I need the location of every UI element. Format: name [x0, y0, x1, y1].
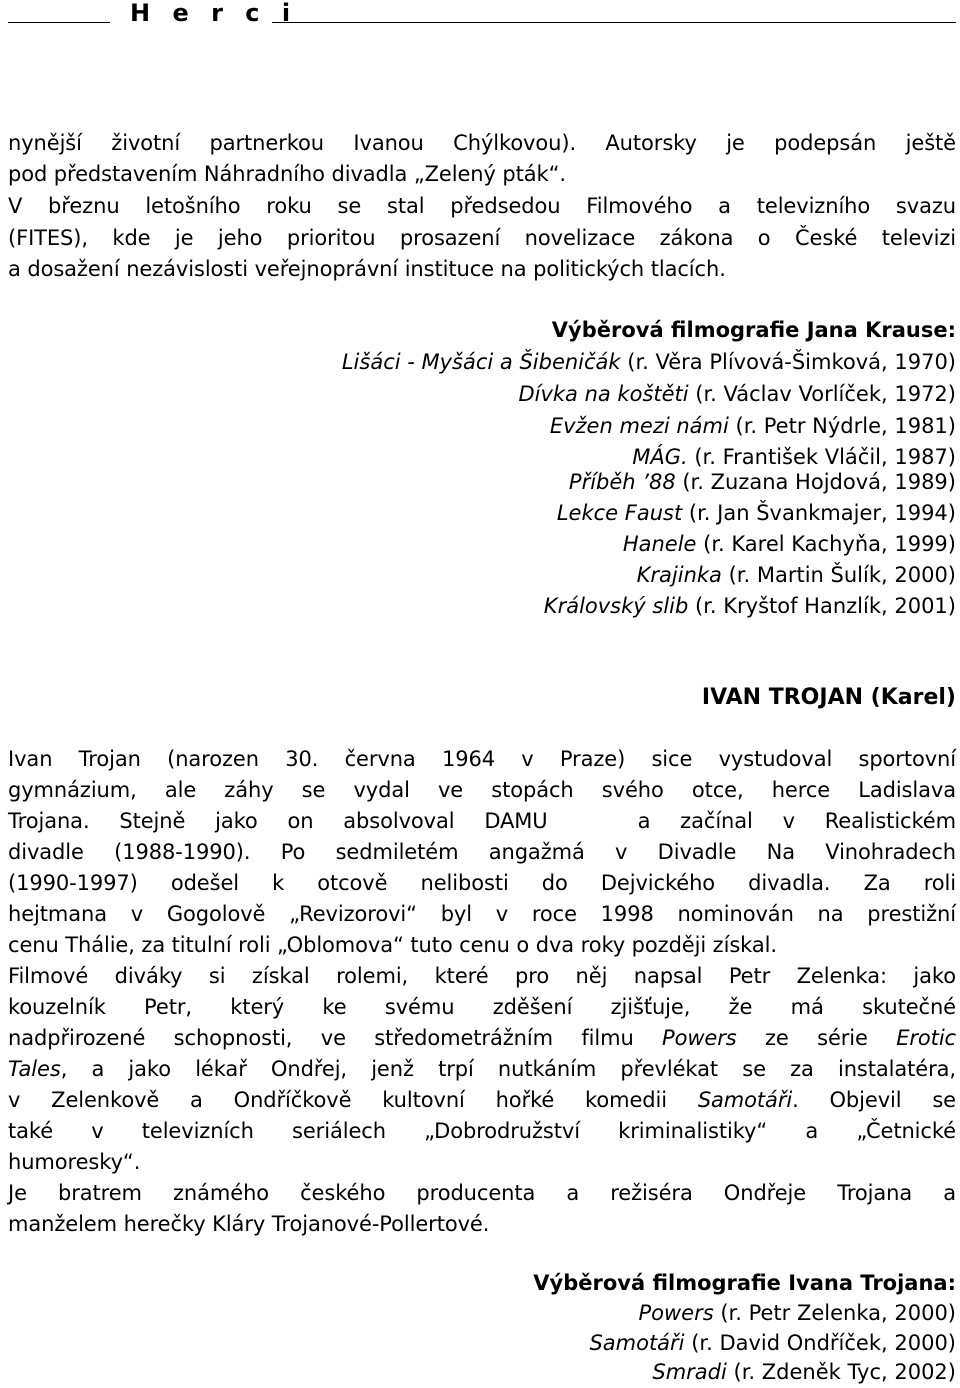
film-title: MÁG.	[632, 445, 688, 469]
filmography-heading: Výběrová filmografie Jana Krause:	[551, 318, 956, 342]
film-title: Tales	[8, 1057, 61, 1081]
film-title: Lekce Faust	[556, 501, 683, 525]
film-credit: (r. Kryštof Hanzlík, 2001)	[688, 594, 956, 618]
filmography-item	[0, 380, 956, 408]
text-span: “	[122, 1150, 134, 1174]
film-credit: (r. Václav Vorlíček, 1972)	[688, 382, 956, 406]
text-span: ze série	[736, 1026, 897, 1050]
text-line	[8, 1086, 956, 1114]
text-span: , a jako lékař Ondřej, jenž trpí nutkáním převlékat se za instalatéra,	[60, 1057, 956, 1081]
text-span: tuto cenu o dva roky později získal.	[403, 933, 777, 957]
page-header-title: H e r c i	[130, 0, 298, 27]
film-credit: (r. Zuzana Hojdová, 1989)	[675, 470, 956, 494]
text-span: Dobrodružství kriminalistiky	[434, 1119, 757, 1143]
text-line: pod představením Náhradního divadla „Zelený pták“.	[8, 162, 566, 186]
text-span: a začínal v Realistickém	[637, 809, 956, 833]
filmography-item	[0, 412, 956, 440]
text-line	[8, 1117, 956, 1145]
text-line	[8, 807, 956, 835]
text-span: také v televizních seriálech	[8, 1119, 425, 1143]
film-credit: (r. Jan Švankmajer, 1994)	[682, 501, 956, 525]
film-title: Hanele	[622, 532, 697, 556]
film-credit: (r. Petr Zelenka, 2000)	[713, 1301, 956, 1325]
filmography-heading: Výběrová filmografie Ivana Trojana:	[533, 1271, 956, 1295]
filmography-item	[0, 443, 956, 471]
text-span: cenu Thálie, za titulní roli	[8, 933, 278, 957]
text-line: V březnu letošního roku se stal předsedou Filmového a televizního svazu	[8, 194, 956, 218]
film-credit: (r. Zdeněk Tyc, 2002)	[726, 1360, 956, 1384]
film-credit: (r. Karel Kachyňa, 1999)	[696, 532, 956, 556]
text-line	[8, 1024, 956, 1052]
film-title: Samotáři	[697, 1088, 793, 1112]
actor-name-heading: IVAN TROJAN (Karel)	[701, 685, 956, 710]
film-title: Powers	[662, 1026, 737, 1050]
film-credit: (r. Věra Plívová-Šimková, 1970)	[620, 350, 956, 374]
film-credit: (r. František Vláčil, 1987)	[687, 445, 956, 469]
text-span: “	[756, 1119, 768, 1143]
filmography-item	[0, 499, 956, 527]
filmography-item	[0, 561, 956, 589]
text-span: Revizorovi	[299, 902, 407, 926]
film-title: Erotic	[896, 1026, 956, 1050]
text-span: byl v roce 1998 nominován na prestižní	[416, 902, 956, 926]
film-credit: (r. David Ondříček, 2000)	[684, 1331, 956, 1355]
film-title: Samotáři	[589, 1331, 685, 1355]
text-line	[8, 931, 956, 959]
text-line: manželem herečky Kláry Trojanové-Pollertové.	[8, 1212, 490, 1236]
text-span: „	[856, 1119, 866, 1143]
text-line	[8, 1148, 956, 1176]
film-title: Powers	[638, 1301, 714, 1325]
filmography-item	[0, 1299, 956, 1327]
text-line: a dosažení nezávislosti veřejnoprávní instituce na politických tlacích.	[8, 257, 726, 281]
text-line	[8, 1055, 956, 1083]
filmography-item	[0, 1358, 956, 1386]
text-span: „	[424, 1119, 435, 1143]
text-span: hejtmana v Gogolově	[8, 902, 290, 926]
text-span: . Objevil se	[792, 1088, 956, 1112]
text-span: a	[767, 1119, 857, 1143]
text-span: nadpřirozené schopnosti, ve středometrážním filmu	[8, 1026, 663, 1050]
text-line: (FITES), kde je jeho prioritou prosazení novelizace zákona o České televizi	[8, 226, 956, 250]
text-span: Trojana. Stejně jako on absolvoval DAMU	[8, 809, 548, 833]
text-span: „	[289, 902, 300, 926]
text-line: (1990-1997) odešel k otcově nelibosti do Dejvického divadla. Za roli	[8, 871, 956, 895]
header-rule-right	[272, 22, 956, 23]
text-line: nynější životní partnerkou Ivanou Chýlkovou). Autorsky je podepsán ještě	[8, 131, 956, 155]
text-line: Ivan Trojan (narozen 30. června 1964 v Praze) sice vystudoval sportovní	[8, 747, 956, 771]
text-line: divadle (1988-1990). Po sedmiletém angažmá v Divadle Na Vinohradech	[8, 840, 956, 864]
film-credit: (r. Petr Nýdrle, 1981)	[728, 414, 956, 438]
text-line: Je bratrem známého českého producenta a režiséra Ondřeje Trojana a	[8, 1181, 956, 1205]
text-line: Filmové diváky si získal rolemi, které pro něj napsal Petr Zelenka: jako	[8, 964, 956, 988]
film-title: Královský slib	[543, 594, 689, 618]
film-title: Dívka na koštěti	[518, 382, 689, 406]
film-title: Smradi	[652, 1360, 727, 1384]
filmography-item	[0, 348, 956, 376]
filmography-item	[0, 530, 956, 558]
film-title: Lišáci - Myšáci a Šibeničák	[341, 350, 621, 374]
text-span: v Zelenkově a Ondříčkově kultovní hořké komedii	[8, 1088, 698, 1112]
text-line: kouzelník Petr, který ke svému zděšení zjišťuje, že má skutečné	[8, 995, 956, 1019]
text-line	[8, 900, 956, 928]
film-title: Krajinka	[636, 563, 722, 587]
filmography-item	[0, 468, 956, 496]
film-title: Příběh ’88	[568, 470, 676, 494]
text-span: „	[277, 933, 287, 957]
text-span: Četnické	[865, 1119, 956, 1143]
text-span: “	[406, 902, 417, 926]
filmography-item	[0, 1329, 956, 1357]
filmography-item	[0, 592, 956, 620]
text-span: Oblomova	[286, 933, 393, 957]
text-span: “	[393, 933, 404, 957]
header-rule-left	[8, 22, 110, 23]
film-title: Evžen mezi námi	[549, 414, 729, 438]
text-span: humoresky	[8, 1150, 123, 1174]
text-line: gymnázium, ale záhy se vydal ve stopách svého otce, herce Ladislava	[8, 778, 956, 802]
text-span: .	[133, 1150, 141, 1174]
film-credit: (r. Martin Šulík, 2000)	[721, 563, 956, 587]
